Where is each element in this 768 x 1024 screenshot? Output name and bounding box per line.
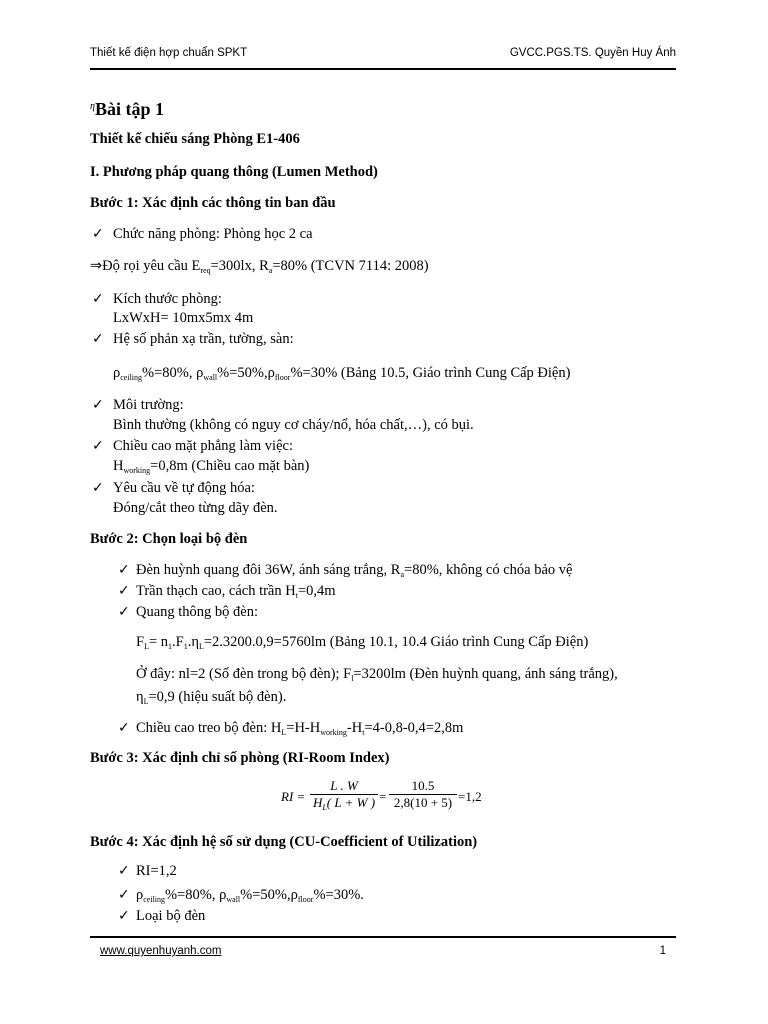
rho-symbol: ρ xyxy=(113,365,121,381)
frac1-num: L . W xyxy=(330,778,358,793)
arrow-icon: ⇒ xyxy=(90,258,103,274)
check-icon: ✓ xyxy=(118,720,130,736)
check-icon: ✓ xyxy=(118,604,130,620)
flux-label: Quang thông bộ đèn: xyxy=(136,604,259,620)
check-icon: ✓ xyxy=(118,908,130,924)
footer-rule xyxy=(90,936,676,938)
reflect-label: Hệ số phản xạ trần, tường, sàn: xyxy=(113,331,294,347)
frac2-num: 10.5 xyxy=(411,778,435,793)
ceiling-post: =0,4m xyxy=(297,583,336,599)
reflect-values-step4 xyxy=(136,886,364,909)
lamp-pre: Đèn huỳnh quang đôi 36W, ánh sáng trắng, R xyxy=(136,562,401,578)
frac1-den-sub: L xyxy=(322,803,327,812)
auto-value: Đóng/cắt theo từng dãy đèn. xyxy=(113,500,278,516)
where-eta-sub: L xyxy=(143,697,149,706)
env-label: Môi trường: xyxy=(113,397,184,413)
lamp-sub: a xyxy=(400,570,405,579)
fraction-symbolic xyxy=(310,778,378,812)
hang-pre: Chiều cao treo bộ đèn: H xyxy=(136,720,282,736)
header-right: GVCC.PGS.TS. Quyền Huy Ánh xyxy=(509,47,676,59)
exercise-title xyxy=(90,96,164,120)
auto-label: Yêu cầu về tự động hóa: xyxy=(113,480,255,496)
flux-F: F xyxy=(136,634,145,650)
illuminance-line xyxy=(90,257,429,280)
rho-floor-sub: floor xyxy=(274,373,291,382)
frac1-den xyxy=(310,794,378,812)
room-function: Chức năng phòng: Phòng học 2 ca xyxy=(113,226,313,242)
rho-symbol: ρ xyxy=(290,887,298,903)
where-sub: l xyxy=(351,674,354,683)
rho-wall-sub: wall xyxy=(203,373,218,382)
rho-floor-sub: floor xyxy=(297,895,314,904)
illum-post: =80% (TCVN 7114: 2008) xyxy=(272,258,429,274)
lamp-type: Loại bộ đèn xyxy=(136,908,206,924)
page-number: 1 xyxy=(659,945,666,957)
check-icon: ✓ xyxy=(92,331,104,347)
illum-sub2: a xyxy=(268,266,273,275)
step1-heading: Bước 1: Xác định các thông tin ban đầu xyxy=(90,195,336,211)
ri-result: =1,2 xyxy=(458,789,482,804)
flux-eq2: =2.3200.0,9=5760lm (Bảng 10.1, 10.4 Giáo trình Cung Cấp Điện) xyxy=(203,634,589,650)
hang-post: =4-0,8-0,4=2,8m xyxy=(364,720,464,736)
where-post: =3200lm (Đèn huỳnh quang, ánh sáng trắng), xyxy=(353,666,618,682)
where-line2 xyxy=(136,688,286,711)
lamp-post: =80%, không có chóa bảo vệ xyxy=(404,562,573,578)
check-icon: ✓ xyxy=(118,887,130,903)
workplane-value xyxy=(113,457,309,480)
title-text: Bài tập 1 xyxy=(94,99,164,119)
hang-eq: =H-H xyxy=(286,720,321,736)
reflect-values xyxy=(113,364,570,387)
rho-symbol: ρ xyxy=(196,365,204,381)
header-rule xyxy=(90,68,676,70)
rho-symbol: ρ xyxy=(136,887,144,903)
env-value: Bình thường (không có nguy cơ cháy/nổ, hóa chất,…), có bụi. xyxy=(113,417,474,433)
flux-eq1: = n xyxy=(148,634,169,650)
rho-ceiling-sub: ceiling xyxy=(120,373,143,382)
flux-eta: .η xyxy=(187,634,199,650)
flux-sub-Lb: L xyxy=(198,642,204,651)
where-pre: Ở đây: nl=2 (Số đèn trong bộ đèn); F xyxy=(136,666,352,682)
flux-sub-1b: 1 xyxy=(183,642,188,651)
ceiling-line xyxy=(136,582,336,605)
ri-value: RI=1,2 xyxy=(136,863,177,879)
rho-wall-val: %=50%, xyxy=(240,887,291,903)
frac1-den-pre: H xyxy=(312,795,323,810)
lamp-line xyxy=(136,561,572,584)
rho-wall-sub: wall xyxy=(226,895,241,904)
illum-sub: req xyxy=(200,266,211,275)
fraction-numeric xyxy=(389,778,457,811)
frac1-den-post: ( L + W ) xyxy=(326,795,376,810)
website-link[interactable]: www.quyenhuyanh.com xyxy=(100,945,222,957)
section-heading: I. Phương pháp quang thông (Lumen Method) xyxy=(90,164,378,180)
where-eta: η xyxy=(136,689,144,705)
rho-floor-val: %=30%. xyxy=(313,887,364,903)
illum-pre: Độ rọi yêu cầu E xyxy=(102,258,201,274)
ri-equals: = xyxy=(379,789,387,804)
rho-wall-val: %=50%, xyxy=(217,365,268,381)
rho-ceiling-val: %=80%, xyxy=(165,887,220,903)
flux-formula xyxy=(136,633,588,656)
hang-sub-t: t xyxy=(362,728,365,737)
check-icon: ✓ xyxy=(92,291,104,307)
dims-value: LxWxH= 10mx5mx 4m xyxy=(113,310,254,326)
check-icon: ✓ xyxy=(118,583,130,599)
rho-ceiling-val: %=80%, xyxy=(142,365,197,381)
step2-heading: Bước 2: Chọn loại bộ đèn xyxy=(90,531,248,547)
workplane-H: H xyxy=(113,458,124,474)
where-line1 xyxy=(136,665,618,688)
step3-heading: Bước 3: Xác định chỉ số phòng (RI-Room Index) xyxy=(90,750,390,766)
hang-mid: -H xyxy=(346,720,363,736)
workplane-sub: working xyxy=(123,466,151,475)
exercise-subtitle: Thiết kế chiếu sáng Phòng E1-406 xyxy=(90,131,300,147)
flux-dot: .F xyxy=(172,634,184,650)
illum-mid: =300lx, R xyxy=(210,258,269,274)
hang-sub-w: working xyxy=(320,728,347,737)
frac2-den: 2,8(10 + 5) xyxy=(389,794,457,811)
step4-heading: Bước 4: Xác định hệ số sử dụng (CU-Coefficient of Utilization) xyxy=(90,834,478,850)
check-icon: ✓ xyxy=(118,562,130,578)
hang-sub-L: L xyxy=(281,728,287,737)
where-line2-text: =0,9 (hiệu suất bộ đèn). xyxy=(148,689,287,705)
ceiling-pre: Trần thạch cao, cách trần H xyxy=(136,583,296,599)
check-icon: ✓ xyxy=(92,438,104,454)
flux-sub-1: 1 xyxy=(168,642,173,651)
check-icon: ✓ xyxy=(92,480,104,496)
check-icon: ✓ xyxy=(92,397,104,413)
dims-label: Kích thước phòng: xyxy=(113,291,222,307)
check-icon: ✓ xyxy=(118,863,130,879)
workplane-label: Chiều cao mặt phẳng làm việc: xyxy=(113,438,293,454)
check-icon: ✓ xyxy=(92,226,104,242)
page-header xyxy=(90,47,676,63)
title-marker: η xyxy=(90,101,95,112)
rho-ceiling-sub: ceiling xyxy=(143,895,166,904)
ri-lhs: RI = xyxy=(281,789,306,804)
ceiling-sub: t xyxy=(295,591,298,600)
flux-sub-L: L xyxy=(144,642,149,651)
rho-floor-val: %=30% (Bảng 10.5, Giáo trình Cung Cấp Điện) xyxy=(290,365,571,381)
rho-symbol: ρ xyxy=(219,887,227,903)
rho-symbol: ρ xyxy=(267,365,275,381)
workplane-val: =0,8m (Chiều cao mặt bàn) xyxy=(150,458,310,474)
hang-line xyxy=(136,719,463,742)
header-left: Thiết kế điện hợp chuẩn SPKT xyxy=(90,47,248,59)
